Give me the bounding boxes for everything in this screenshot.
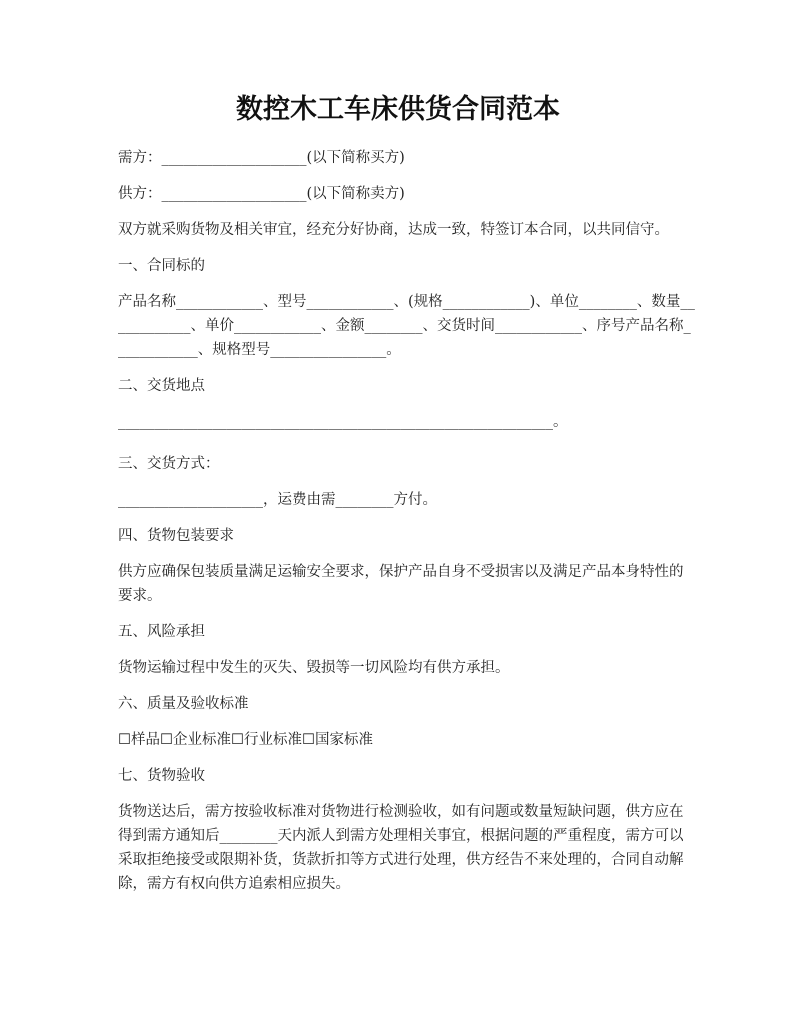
section-4-heading: 四、货物包装要求 bbox=[118, 528, 234, 544]
section-7-heading: 七、货物验收 bbox=[118, 768, 205, 784]
section-6-body: ☐样品☐企业标准☐行业标准☐国家标准 bbox=[118, 732, 373, 748]
document-title: 数控木工车床供货合同范本 bbox=[236, 94, 560, 125]
section-3-heading: 三、交货方式： bbox=[118, 456, 220, 472]
intro-paragraph: 双方就采购货物及相关审宜，经充分好协商，达成一致，特签订本合同，以共同信守。 bbox=[118, 222, 669, 238]
section-5-body: 货物运输过程中发生的灭失、毁损等一切风险均有供方承担。 bbox=[118, 660, 510, 676]
section-6-heading: 六、质量及验收标准 bbox=[118, 696, 249, 712]
section-1-body: 产品名称____________、型号____________、(规格____________)、单位________、数量____________、单价____________、金额________、交货时间____________、序号产品名称____________、规格型号________________。 bbox=[118, 294, 695, 358]
section-3-body: ____________________，运费由需________方付。 bbox=[118, 492, 437, 508]
buyer-line: 需方：____________________(以下简称买方) bbox=[118, 150, 405, 166]
section-7-body: 货物送达后，需方按验收标准对货物进行检测验收，如有问题或数量短缺问题，供方应在得到需方通知后________天内派人到需方处理相关事宜，根据问题的严重程度，需方可以采取拒绝接受或限期补货，货款折扣等方式进行处理，供方经告不来处理的，合同自动解除，需方有权向供方追索相应损失。 bbox=[118, 804, 684, 892]
section-4-body: 供方应确保包装质量满足运输安全要求，保护产品自身不受损害以及满足产品本身特性的要求。 bbox=[118, 564, 684, 604]
section-1-heading: 一、合同标的 bbox=[118, 258, 205, 274]
section-5-heading: 五、风险承担 bbox=[118, 624, 205, 640]
section-2-body: ____________________________________________________________。 bbox=[118, 414, 568, 430]
seller-line: 供方：____________________(以下简称卖方) bbox=[118, 186, 405, 202]
section-2-heading: 二、交货地点 bbox=[118, 378, 205, 394]
